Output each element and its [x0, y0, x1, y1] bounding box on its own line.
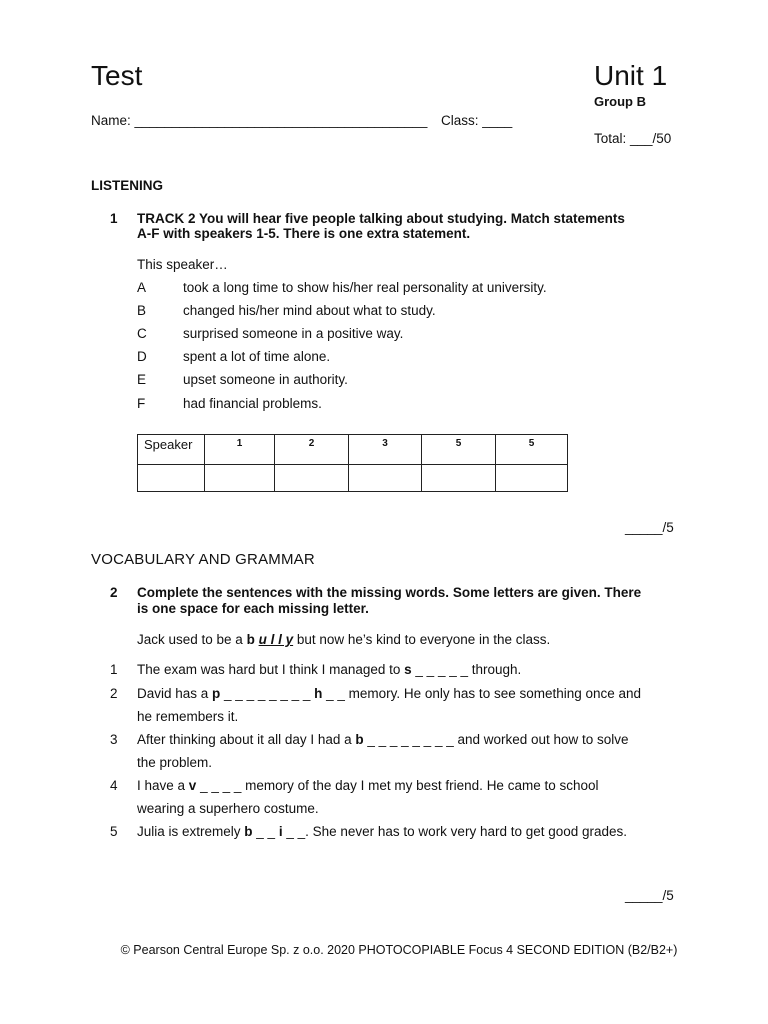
sentence-text: _ _ _ _ memory of the day I met my best friend. He came to school — [196, 778, 599, 793]
sentence-text: The exam was hard but I think I managed to — [137, 662, 405, 677]
vocab-item-line — [137, 755, 212, 770]
class-field: Class: ____ — [441, 113, 513, 128]
statement-letter: B — [137, 303, 147, 318]
answer-cell-3[interactable] — [349, 465, 422, 492]
vocab-item-line — [137, 732, 629, 747]
listening-lead: This speaker… — [137, 257, 228, 272]
statement-text: spent a lot of time alone. — [183, 349, 331, 364]
sentence-text: _ _. She never has to work very hard to get good grades. — [282, 824, 628, 839]
vocab-instruction-line1: Complete the sentences with the missing words. Some letters are given. There — [137, 585, 642, 600]
statement-letter: F — [137, 396, 146, 411]
answer-cell-label — [138, 465, 205, 492]
example-first-letter: b — [246, 632, 255, 647]
vocab-item-number: 2 — [110, 686, 118, 701]
speaker-column-1: 1 — [205, 435, 275, 465]
example-text-after: but now he’s kind to everyone in the class. — [293, 632, 551, 647]
vocab-item-line — [137, 686, 641, 701]
vocab-item-number: 3 — [110, 732, 118, 747]
given-letter: b — [355, 732, 364, 747]
sentence-text: _ _ — [252, 824, 279, 839]
listening-instruction-line1: TRACK 2 You will hear five people talking about studying. Match statements — [137, 211, 625, 226]
unit-title: Unit 1 — [594, 60, 668, 91]
statement-text: upset someone in authority. — [183, 372, 348, 387]
statement-text: took a long time to show his/her real personality at university. — [183, 280, 547, 295]
speaker-column-2: 2 — [275, 435, 349, 465]
answer-cell-5[interactable] — [496, 465, 568, 492]
sentence-text: Julia is extremely — [137, 824, 245, 839]
vocab-item-number: 5 — [110, 824, 118, 839]
vocab-instruction-line2: is one space for each missing letter. — [137, 601, 369, 616]
vocab-item-line — [137, 801, 319, 816]
statement-text: had financial problems. — [183, 396, 322, 411]
vocab-item-number: 4 — [110, 778, 118, 793]
sentence-text: David has a — [137, 686, 213, 701]
speaker-column-4: 5 — [422, 435, 496, 465]
total-score: Total: ___/50 — [594, 131, 672, 146]
answer-cell-2[interactable] — [275, 465, 349, 492]
sentence-text: _ _ _ _ _ _ _ _ — [220, 686, 315, 701]
listening-heading: LISTENING — [91, 178, 164, 193]
speaker-column-5: 5 — [496, 435, 568, 465]
given-letter: b — [244, 824, 253, 839]
given-letter: i — [278, 824, 283, 839]
given-letter: v — [188, 778, 197, 793]
group-label: Group B — [594, 94, 646, 109]
question-number-2: 2 — [110, 585, 118, 600]
question-number-1: 1 — [110, 211, 118, 226]
vocab-heading: VOCABULARY AND GRAMMAR — [91, 551, 315, 568]
given-letter: s — [404, 662, 412, 677]
answer-cell-4[interactable] — [422, 465, 496, 492]
speaker-answer-table — [137, 434, 568, 492]
statement-letter: C — [137, 326, 147, 341]
test-title: Test — [91, 60, 143, 91]
listening-instruction-line2: A-F with speakers 1-5. There is one extra statement. — [137, 226, 471, 241]
sentence-text: I have a — [137, 778, 189, 793]
sentence-text: After thinking about it all day I had a — [137, 732, 356, 747]
vocab-item-line — [137, 824, 627, 839]
vocab-item-line — [137, 778, 599, 793]
statement-letter: D — [137, 349, 147, 364]
sentence-text: he remembers it. — [137, 709, 239, 724]
vocab-score: _____/5 — [625, 888, 674, 903]
speaker-column-3: 3 — [349, 435, 422, 465]
sentence-text: _ _ _ _ _ _ _ _ and worked out how to solve — [363, 732, 629, 747]
sentence-text: _ _ _ _ _ through. — [411, 662, 522, 677]
listening-score: _____/5 — [625, 520, 674, 535]
statement-letter: A — [137, 280, 147, 295]
statement-text: changed his/her mind about what to study. — [183, 303, 436, 318]
vocab-item-number: 1 — [110, 662, 118, 677]
given-letter: p — [212, 686, 221, 701]
vocab-item-line — [137, 709, 238, 724]
statement-text: surprised someone in a positive way. — [183, 326, 404, 341]
example-text-before: Jack used to be a — [137, 632, 247, 647]
vocab-item-line — [137, 662, 521, 677]
speaker-row-label: Speaker — [138, 435, 205, 465]
sentence-text: wearing a superhero costume. — [137, 801, 319, 816]
copyright-footer: © Pearson Central Europe Sp. z o.o. 2020 PHOTOCOPIABLE Focus 4 SECOND EDITION (B2/B2+) — [120, 943, 678, 957]
name-field: Name: _______________________________________ — [91, 113, 428, 128]
given-letter: h — [314, 686, 323, 701]
statement-letter: E — [137, 372, 147, 387]
sentence-text: _ _ memory. He only has to see something once and — [322, 686, 642, 701]
answer-cell-1[interactable] — [205, 465, 275, 492]
example-filled-letters: u l l y — [258, 632, 294, 647]
example-sentence — [137, 632, 550, 647]
sentence-text: the problem. — [137, 755, 213, 770]
